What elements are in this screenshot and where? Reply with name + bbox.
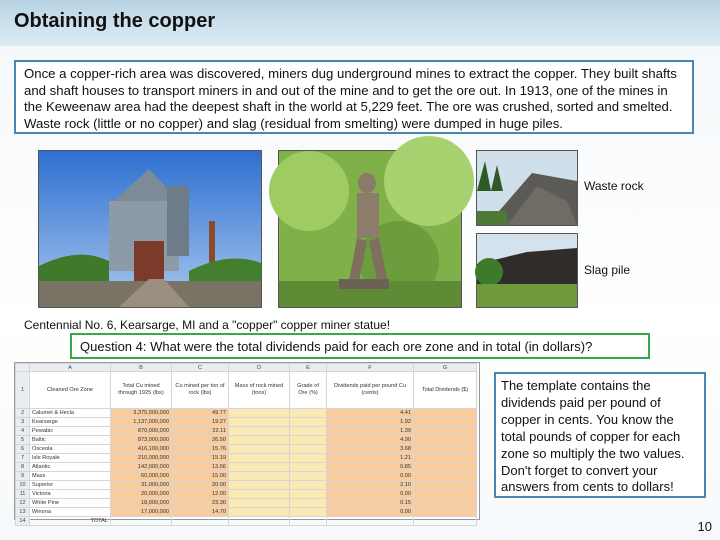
- table-cell: Osceola: [30, 445, 111, 454]
- col-letter: D: [229, 364, 290, 372]
- table-cell: [414, 463, 477, 472]
- table-cell: 4.41: [327, 409, 414, 418]
- table-row: [16, 409, 477, 418]
- table-cell: [414, 481, 477, 490]
- table-row: [16, 445, 477, 454]
- table-cell: 870,000,000: [111, 427, 172, 436]
- corner-cell: [16, 364, 30, 372]
- table-cell: 17,000,000: [111, 508, 172, 517]
- table-cell: [414, 490, 477, 499]
- page-title: Obtaining the copper: [14, 10, 216, 32]
- row-number: 14: [16, 517, 30, 526]
- table-cell: Superior: [30, 481, 111, 490]
- table-cell: 1.21: [327, 454, 414, 463]
- col-letter: F: [327, 364, 414, 372]
- header-cell: Cu mined per ton of rock (lbs): [172, 372, 229, 409]
- row-number: 7: [16, 454, 30, 463]
- table-cell: 15.76: [172, 445, 229, 454]
- col-letter: A: [30, 364, 111, 372]
- table-cell: [229, 409, 290, 418]
- table-cell: 210,000,000: [111, 454, 172, 463]
- table-cell: [290, 508, 327, 517]
- header-cell: Dividends paid per pound Cu (cents): [327, 372, 414, 409]
- table-cell: [290, 463, 327, 472]
- total-row: [16, 517, 477, 526]
- table-row: [16, 490, 477, 499]
- table-cell: Winona: [30, 508, 111, 517]
- table-cell: [290, 445, 327, 454]
- question-4-box: Question 4: What were the total dividends paid for each ore zone and in total (in dollars)?: [70, 333, 650, 359]
- table-cell: [290, 427, 327, 436]
- table-row: [16, 454, 477, 463]
- header-row: 1 Cleaned Ore Zone Total Cu mined through 1925 (lbs) Cu mined per ton of rock (lbs) Mass of rock mined (tons) Grade of Ore (%) Dividends paid per pound Cu (cents) Total Dividends ($): [16, 372, 477, 409]
- table-cell: 0.85: [327, 463, 414, 472]
- waste-rock-photo: [476, 150, 578, 226]
- table-cell: [290, 436, 327, 445]
- table-cell: 20.00: [172, 481, 229, 490]
- table-cell: [327, 517, 414, 526]
- row-number: 8: [16, 463, 30, 472]
- table-cell: 416,100,000: [111, 445, 172, 454]
- table-cell: 873,000,000: [111, 436, 172, 445]
- slag-pile-photo: [476, 233, 578, 308]
- table-cell: [111, 517, 172, 526]
- table-cell: 26.50: [172, 436, 229, 445]
- table-cell: 12.00: [172, 490, 229, 499]
- row-number: 9: [16, 472, 30, 481]
- table-cell: 49.77: [172, 409, 229, 418]
- slag-pile-label: Slag pile: [584, 263, 631, 277]
- table-cell: 4.90: [327, 436, 414, 445]
- table-row: [16, 418, 477, 427]
- table-cell: [290, 418, 327, 427]
- column-letter-row: [16, 364, 477, 372]
- table-cell: 3,375,000,000: [111, 409, 172, 418]
- table-cell: 14.70: [172, 508, 229, 517]
- table-cell: [229, 481, 290, 490]
- table-cell: [414, 472, 477, 481]
- header-cell: Mass of rock mined (tons): [229, 372, 290, 409]
- table-cell: 0.15: [327, 499, 414, 508]
- table-cell: [414, 418, 477, 427]
- miner-statue-photo: [278, 150, 462, 308]
- row-number: 11: [16, 490, 30, 499]
- table-cell: [229, 472, 290, 481]
- table-cell: 15.00: [172, 472, 229, 481]
- table-cell: 2.10: [327, 481, 414, 490]
- table-cell: [290, 481, 327, 490]
- table-cell: 22.11: [172, 427, 229, 436]
- table-cell: Atlantic: [30, 463, 111, 472]
- table-cell: [229, 463, 290, 472]
- table-cell: [229, 508, 290, 517]
- table-cell: 0.00: [327, 490, 414, 499]
- row-number: 13: [16, 508, 30, 517]
- table-cell: 3.68: [327, 445, 414, 454]
- row-number: 5: [16, 436, 30, 445]
- table-cell: [172, 517, 229, 526]
- table-cell: 60,000,000: [111, 472, 172, 481]
- row-number: 2: [16, 409, 30, 418]
- table-cell: 0.00: [327, 472, 414, 481]
- table-cell: [414, 508, 477, 517]
- hint-box: The template contains the dividends paid per pound of copper in cents. You know the total pounds of copper for each zone so multiply the two values. Don't forget to convert your answers from cents to dollars!: [494, 372, 706, 498]
- title-bar: [0, 0, 720, 46]
- table-cell: [229, 454, 290, 463]
- table-row: [16, 436, 477, 445]
- table-cell: 1,137,000,000: [111, 418, 172, 427]
- table-cell: [229, 436, 290, 445]
- dividends-table: [15, 363, 477, 526]
- table-cell: [290, 517, 327, 526]
- header-cell: Grade of Ore (%): [290, 372, 327, 409]
- table-row: [16, 499, 477, 508]
- table-cell: [229, 490, 290, 499]
- table-row: [16, 472, 477, 481]
- row-number: 10: [16, 481, 30, 490]
- table-cell: 15.19: [172, 454, 229, 463]
- table-cell: 18,000,000: [111, 499, 172, 508]
- col-letter: B: [111, 364, 172, 372]
- table-cell: Victoria: [30, 490, 111, 499]
- table-cell: 142,000,000: [111, 463, 172, 472]
- table-cell: 31,000,000: [111, 481, 172, 490]
- table-cell: [290, 454, 327, 463]
- spreadsheet-template: [14, 362, 480, 524]
- row-number: 3: [16, 418, 30, 427]
- shaft-house-photo: [38, 150, 262, 308]
- table-cell: 23.30: [172, 499, 229, 508]
- col-letter: G: [414, 364, 477, 372]
- waste-rock-label: Waste rock: [584, 179, 644, 193]
- table-cell: 1.39: [327, 427, 414, 436]
- header-cell: Total Cu mined through 1925 (lbs): [111, 372, 172, 409]
- table-cell: Kearsarge: [30, 418, 111, 427]
- table-cell: Pewabic: [30, 427, 111, 436]
- table-cell: 19.27: [172, 418, 229, 427]
- table-cell: 1.92: [327, 418, 414, 427]
- table-cell: Mass: [30, 472, 111, 481]
- row-number: 6: [16, 445, 30, 454]
- table-cell: [229, 418, 290, 427]
- table-cell: [290, 472, 327, 481]
- table-cell: [414, 499, 477, 508]
- col-letter: C: [172, 364, 229, 372]
- row-number: 4: [16, 427, 30, 436]
- table-cell: [229, 445, 290, 454]
- table-cell: 0.00: [327, 508, 414, 517]
- table-body: [16, 409, 477, 526]
- table-cell: [290, 409, 327, 418]
- row-number: 12: [16, 499, 30, 508]
- table-cell: [229, 517, 290, 526]
- table-cell: [414, 436, 477, 445]
- table-cell: 20,000,000: [111, 490, 172, 499]
- table-row: [16, 508, 477, 517]
- table-cell: 13.56: [172, 463, 229, 472]
- header-cell: Total Dividends ($): [414, 372, 477, 409]
- intro-text-box: Once a copper-rich area was discovered, miners dug underground mines to extract the copper. They built shafts and shaft houses to transport miners in and out of the mine and to get the ore out. In 1913, one of the mines in the Keweenaw area had the deepest shaft in the world at 5,229 feet. The ore was crushed, sorted and smelted. Waste rock (little or no copper) and slag (residual from smelting) were dumped in huge piles.: [14, 60, 694, 134]
- table-row: [16, 481, 477, 490]
- table-cell: Baltic: [30, 436, 111, 445]
- table-cell: [414, 409, 477, 418]
- table-cell: [414, 445, 477, 454]
- table-cell: [229, 499, 290, 508]
- table-cell: [414, 427, 477, 436]
- photo-caption: Centennial No. 6, Kearsarge, MI and a "copper" copper miner statue!: [24, 318, 391, 332]
- col-letter: E: [290, 364, 327, 372]
- table-cell: [229, 427, 290, 436]
- table-cell: Isle Royale: [30, 454, 111, 463]
- table-cell: [290, 490, 327, 499]
- header-cell: Cleaned Ore Zone: [30, 372, 111, 409]
- table-cell: [414, 454, 477, 463]
- table-cell: [414, 517, 477, 526]
- table-row: [16, 427, 477, 436]
- table-row: [16, 463, 477, 472]
- page-number: 10: [697, 519, 712, 534]
- table-cell: [290, 499, 327, 508]
- table-cell: White Pine: [30, 499, 111, 508]
- table-cell: Calumet & Hecla: [30, 409, 111, 418]
- total-label: TOTAL: [30, 517, 111, 526]
